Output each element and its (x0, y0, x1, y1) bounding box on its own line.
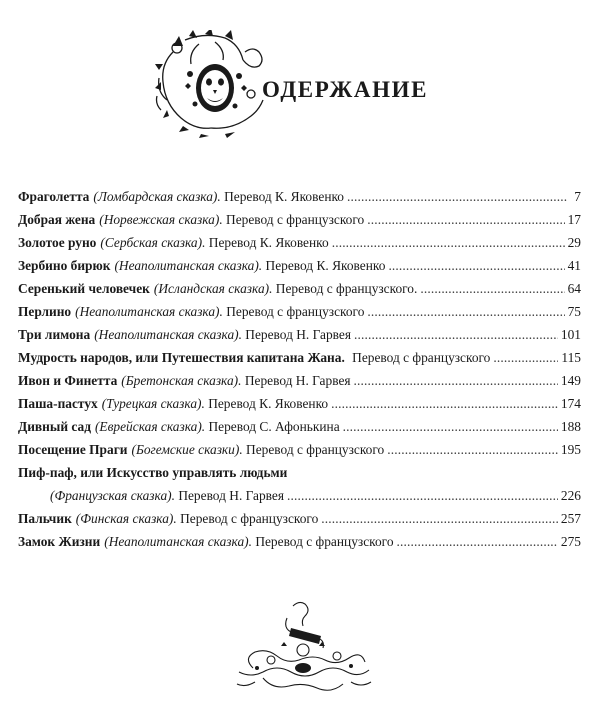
story-origin: (Богемские сказки). (131, 442, 243, 457)
translation-credit: Перевод с французского. (272, 281, 418, 296)
translation-credit: Перевод К. Яковенко (204, 396, 329, 411)
toc-entry[interactable] (18, 461, 581, 507)
story-origin: (Исландская сказка). (153, 281, 273, 296)
story-origin: (Неаполитанская сказка). (75, 304, 223, 319)
toc-entry[interactable] (18, 438, 581, 461)
story-title: Серенький человечек (18, 281, 150, 296)
story-origin: (Норвежская сказка). (99, 212, 223, 227)
page-number: 275 (560, 534, 581, 549)
story-title: Замок Жизни (18, 534, 101, 549)
story-title: Перлино (18, 304, 72, 319)
story-title: Паша-пастух (18, 396, 98, 411)
translation-credit: Перевод Н. Гарвея (241, 373, 351, 388)
dot-leader (354, 323, 558, 346)
table-of-contents (18, 185, 581, 553)
dot-leader (420, 277, 564, 300)
toc-entry[interactable] (18, 277, 581, 300)
story-origin: (Сербская сказка). (100, 235, 206, 250)
translation-credit: Перевод с французского (348, 350, 491, 365)
page-number: 41 (567, 258, 581, 273)
page-number: 188 (560, 419, 581, 434)
story-origin: (Еврейская сказка). (94, 419, 206, 434)
story-title: Ивон и Финетта (18, 373, 118, 388)
page-number: 115 (561, 350, 581, 365)
translation-credit: Перевод с французского (222, 212, 365, 227)
story-origin: (Неаполитанская сказка). (104, 534, 252, 549)
toc-entry[interactable] (18, 346, 581, 369)
translation-credit: Перевод С. Афонькина (205, 419, 340, 434)
story-origin: (Турецкая сказка). (101, 396, 205, 411)
dot-leader (347, 185, 568, 208)
dot-leader (331, 392, 558, 415)
story-title: Пальчик (18, 511, 72, 526)
toc-entry[interactable] (18, 185, 581, 208)
page-number: 17 (567, 212, 581, 227)
story-origin: (Бретонская сказка). (121, 373, 242, 388)
page-number: 64 (567, 281, 581, 296)
toc-entry[interactable] (18, 530, 581, 553)
dot-leader (397, 530, 558, 553)
page-number: 75 (567, 304, 581, 319)
toc-entry[interactable] (18, 323, 581, 346)
story-title: Мудрость народов, или Путешествия капитана Жана. (18, 350, 345, 365)
story-origin: (Неаполитанская сказка). (94, 327, 242, 342)
page-number: 101 (560, 327, 581, 342)
story-origin: (Финская сказка). (75, 511, 177, 526)
dot-leader (387, 438, 558, 461)
ornamental-initial-letter (155, 30, 267, 138)
heading-text: ОДЕРЖАНИЕ (262, 77, 429, 102)
story-origin: (Ломбардская сказка). (93, 189, 221, 204)
translation-credit: Перевод К. Яковенко (220, 189, 345, 204)
translation-credit: Перевод с французского (251, 534, 394, 549)
page-number: 7 (574, 189, 581, 204)
toc-entry[interactable] (18, 507, 581, 530)
translation-credit: Перевод К. Яковенко (205, 235, 329, 250)
story-title: Дивный сад (18, 419, 91, 434)
page-number: 29 (567, 235, 581, 250)
page-number: 174 (560, 396, 581, 411)
story-origin: (Неаполитанская сказка). (114, 258, 263, 273)
translation-credit: Перевод с французского (176, 511, 319, 526)
story-title: Добрая жена (18, 212, 96, 227)
toc-entry[interactable] (18, 208, 581, 231)
dot-leader (493, 346, 558, 369)
dot-leader (367, 300, 564, 323)
toc-entry[interactable] (18, 369, 581, 392)
dot-leader (354, 369, 558, 392)
page-number: 149 (560, 373, 581, 388)
translation-credit: Перевод с французского (242, 442, 385, 457)
story-title: Пиф-паф, или Искусство управлять людьми (18, 465, 288, 480)
story-title: Золотое руно (18, 235, 97, 250)
dot-leader (332, 231, 565, 254)
story-origin: (Французская сказка). (50, 488, 175, 503)
toc-entry[interactable] (18, 300, 581, 323)
toc-entry[interactable] (18, 415, 581, 438)
toc-entry[interactable] (18, 392, 581, 415)
contents-heading (155, 30, 455, 140)
translation-credit: Перевод Н. Гарвея (174, 488, 285, 503)
page-number: 226 (560, 488, 581, 503)
page-number: 195 (560, 442, 581, 457)
dot-leader (287, 484, 558, 507)
page-number: 257 (560, 511, 581, 526)
dot-leader (388, 254, 564, 277)
translation-credit: Перевод с французского (222, 304, 365, 319)
story-title: Фраголетта (18, 189, 90, 204)
dot-leader (367, 208, 564, 231)
toc-entry[interactable] (18, 254, 581, 277)
dot-leader (343, 415, 558, 438)
translation-credit: Перевод К. Яковенко (262, 258, 386, 273)
dot-leader (321, 507, 558, 530)
story-title: Посещение Праги (18, 442, 128, 457)
story-title: Три лимона (18, 327, 91, 342)
decorative-vignette (233, 598, 373, 698)
translation-credit: Перевод Н. Гарвея (241, 327, 352, 342)
story-title: Зербино бирюк (18, 258, 111, 273)
toc-entry[interactable] (18, 231, 581, 254)
